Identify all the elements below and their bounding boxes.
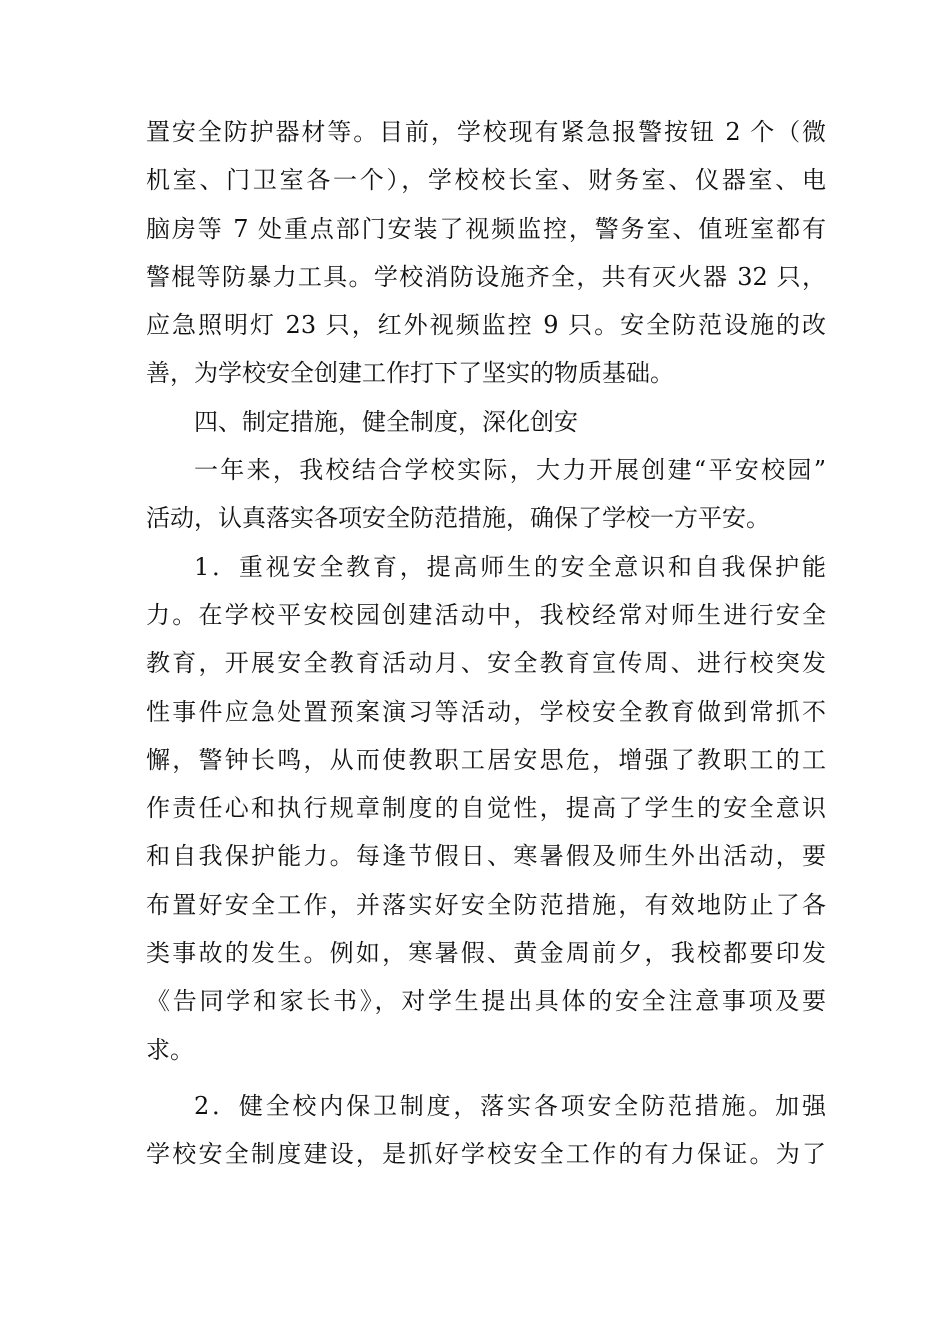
text-line: 置安全防护器材等。目前，学校现有紧急报警按钮 2 个（微 bbox=[146, 118, 826, 146]
text-line: 类事故的发生。例如，寒暑假、黄金周前夕，我校都要印发 bbox=[146, 939, 826, 968]
text-line: 2．健全校内保卫制度，落实各项安全防范措施。加强 bbox=[194, 1091, 826, 1120]
paragraph-security-system bbox=[146, 1082, 826, 1179]
text-line: 活动，认真落实各项安全防范措施，确保了学校一方平安。 bbox=[146, 504, 770, 533]
paragraph-facilities bbox=[146, 108, 826, 398]
text-line: 懈，警钟长鸣，从而使教职工居安思危，增强了教职工的工 bbox=[146, 745, 826, 774]
text-line: 作责任心和执行规章制度的自觉性，提高了学生的安全意识 bbox=[146, 794, 826, 823]
text-line: 教育，开展安全教育活动月、安全教育宣传周、进行校突发 bbox=[146, 649, 826, 678]
text-line: 机室、门卫室各一个），学校校长室、财务室、仪器室、电 bbox=[146, 166, 826, 195]
document-body bbox=[146, 108, 826, 1179]
text-line: 善，为学校安全创建工作打下了坚实的物质基础。 bbox=[146, 359, 674, 388]
text-line: 布置好安全工作，并落实好安全防范措施，有效地防止了各 bbox=[146, 890, 826, 919]
text-line: 1．重视安全教育，提高师生的安全意识和自我保护能 bbox=[194, 552, 826, 581]
text-line: 学校安全制度建设，是抓好学校安全工作的有力保证。为了 bbox=[146, 1140, 826, 1169]
text-line: 警棍等防暴力工具。学校消防设施齐全，共有灭火器 32 只， bbox=[146, 262, 826, 291]
section-heading: 四、制定措施，健全制度，深化创安 bbox=[194, 407, 578, 436]
paragraph-spacer bbox=[146, 1074, 826, 1082]
text-line: 应急照明灯 23 只，红外视频监控 9 只。安全防范设施的改 bbox=[146, 311, 826, 340]
paragraph-safety-education bbox=[146, 543, 826, 1074]
paragraph-intro bbox=[146, 446, 826, 543]
text-line: 脑房等 7 处重点部门安装了视频监控，警务室、值班室都有 bbox=[146, 214, 826, 243]
text-line: 力。在学校平安校园创建活动中，我校经常对师生进行安全 bbox=[146, 600, 826, 629]
text-line: 和自我保护能力。每逢节假日、寒暑假及师生外出活动，要 bbox=[146, 842, 826, 871]
text-line: 一年来，我校结合学校实际，大力开展创建“平安校园” bbox=[194, 456, 826, 485]
text-line: 性事件应急处置预案演习等活动，学校安全教育做到常抓不 bbox=[146, 697, 826, 726]
text-line: 求。 bbox=[146, 1035, 194, 1064]
text-line: 《告同学和家长书》，对学生提出具体的安全注意事项及要 bbox=[146, 987, 826, 1016]
